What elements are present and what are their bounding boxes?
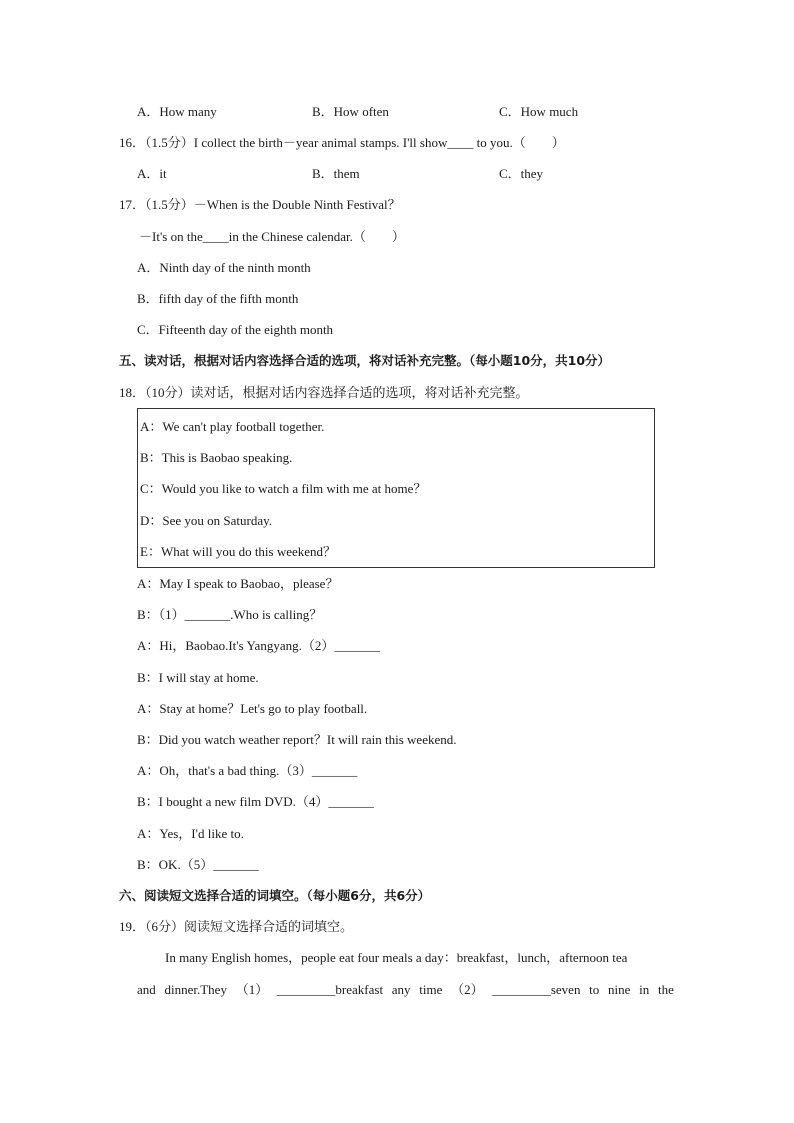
- section6-heading: 六、阅读短文选择合适的词填空。（每小题6分，共6分）: [119, 888, 431, 903]
- q17-option-a[interactable]: A．Ninth day of the ninth month: [137, 260, 311, 275]
- q17-option-c[interactable]: C．Fifteenth day of the eighth month: [137, 322, 334, 337]
- passage-line-1: In many English homes，people eat four meals a day：breakfast，lunch，afternoon tea: [165, 950, 628, 965]
- box-option-b: B：This is Baobao speaking.: [140, 450, 293, 465]
- box-option-c: C：Would you like to watch a film with me at home？: [140, 481, 427, 496]
- passage-line-2: [137, 982, 674, 998]
- options-box: [137, 408, 655, 568]
- q15-option-a[interactable]: A．How many: [137, 104, 217, 119]
- box-option-a: A：We can't play football together.: [140, 419, 325, 434]
- passage-word: and: [137, 982, 156, 997]
- dialogue-line-7: A：Oh，that's a bad thing.（3）_______: [137, 763, 358, 778]
- q16-option-c[interactable]: C．they: [499, 166, 544, 181]
- q19-stem: 19．（6分）阅读短文选择合适的词填空。: [119, 919, 354, 934]
- passage-word: in: [639, 982, 650, 997]
- passage-word: （2）: [451, 982, 484, 997]
- passage-word: to: [589, 982, 600, 997]
- q18-stem: 18．（10分）读对话，根据对话内容选择合适的选项，将对话补充完整。: [119, 385, 529, 400]
- passage-word: dinner.They: [164, 982, 227, 997]
- q17-stem-2: －It's on the____in the Chinese calendar.（ ）: [139, 229, 405, 244]
- passage-word: _________seven: [492, 982, 581, 997]
- dialogue-line-4: B：I will stay at home.: [137, 670, 259, 685]
- box-option-e: E：What will you do this weekend？: [140, 544, 337, 559]
- dialogue-line-8: B：I bought a new film DVD.（4）_______: [137, 794, 374, 809]
- q15-option-c[interactable]: C．How much: [499, 104, 579, 119]
- passage-word: any: [391, 982, 411, 997]
- dialogue-line-1: A：May I speak to Baobao，please？: [137, 576, 339, 591]
- dialogue-line-10: B：OK.（5）_______: [137, 857, 259, 872]
- q17-stem: 17．（1.5分）－When is the Double Ninth Festival？: [119, 197, 401, 212]
- q16-option-b[interactable]: B．them: [312, 166, 360, 181]
- q15-option-b[interactable]: B．How often: [312, 104, 389, 119]
- box-option-d: D：See you on Saturday.: [140, 513, 273, 528]
- dialogue-line-2: B：（1）_______.Who is calling？: [137, 607, 323, 622]
- dialogue-line-3: A：Hi，Baobao.It's Yangyang.（2）_______: [137, 638, 380, 653]
- dialogue-line-6: B：Did you watch weather report？It will rain this weekend.: [137, 732, 457, 747]
- passage-word: （1）: [235, 982, 269, 997]
- q16-option-a[interactable]: A．it: [137, 166, 167, 181]
- passage-word: _________breakfast: [276, 982, 384, 997]
- dialogue-line-9: A：Yes，I'd like to.: [137, 826, 244, 841]
- passage-word: nine: [608, 982, 631, 997]
- q17-option-b[interactable]: B．fifth day of the fifth month: [137, 291, 299, 306]
- dialogue-line-5: A：Stay at home？Let's go to play football.: [137, 701, 368, 716]
- section5-heading: 五、读对话，根据对话内容选择合适的选项，将对话补充完整。（每小题10分，共10分）: [119, 353, 611, 368]
- passage-word: the: [657, 982, 674, 997]
- passage-word: time: [419, 982, 443, 997]
- q16-stem: 16．（1.5分）I collect the birth－year animal stamps. I'll show____ to you.（ ）: [119, 135, 565, 150]
